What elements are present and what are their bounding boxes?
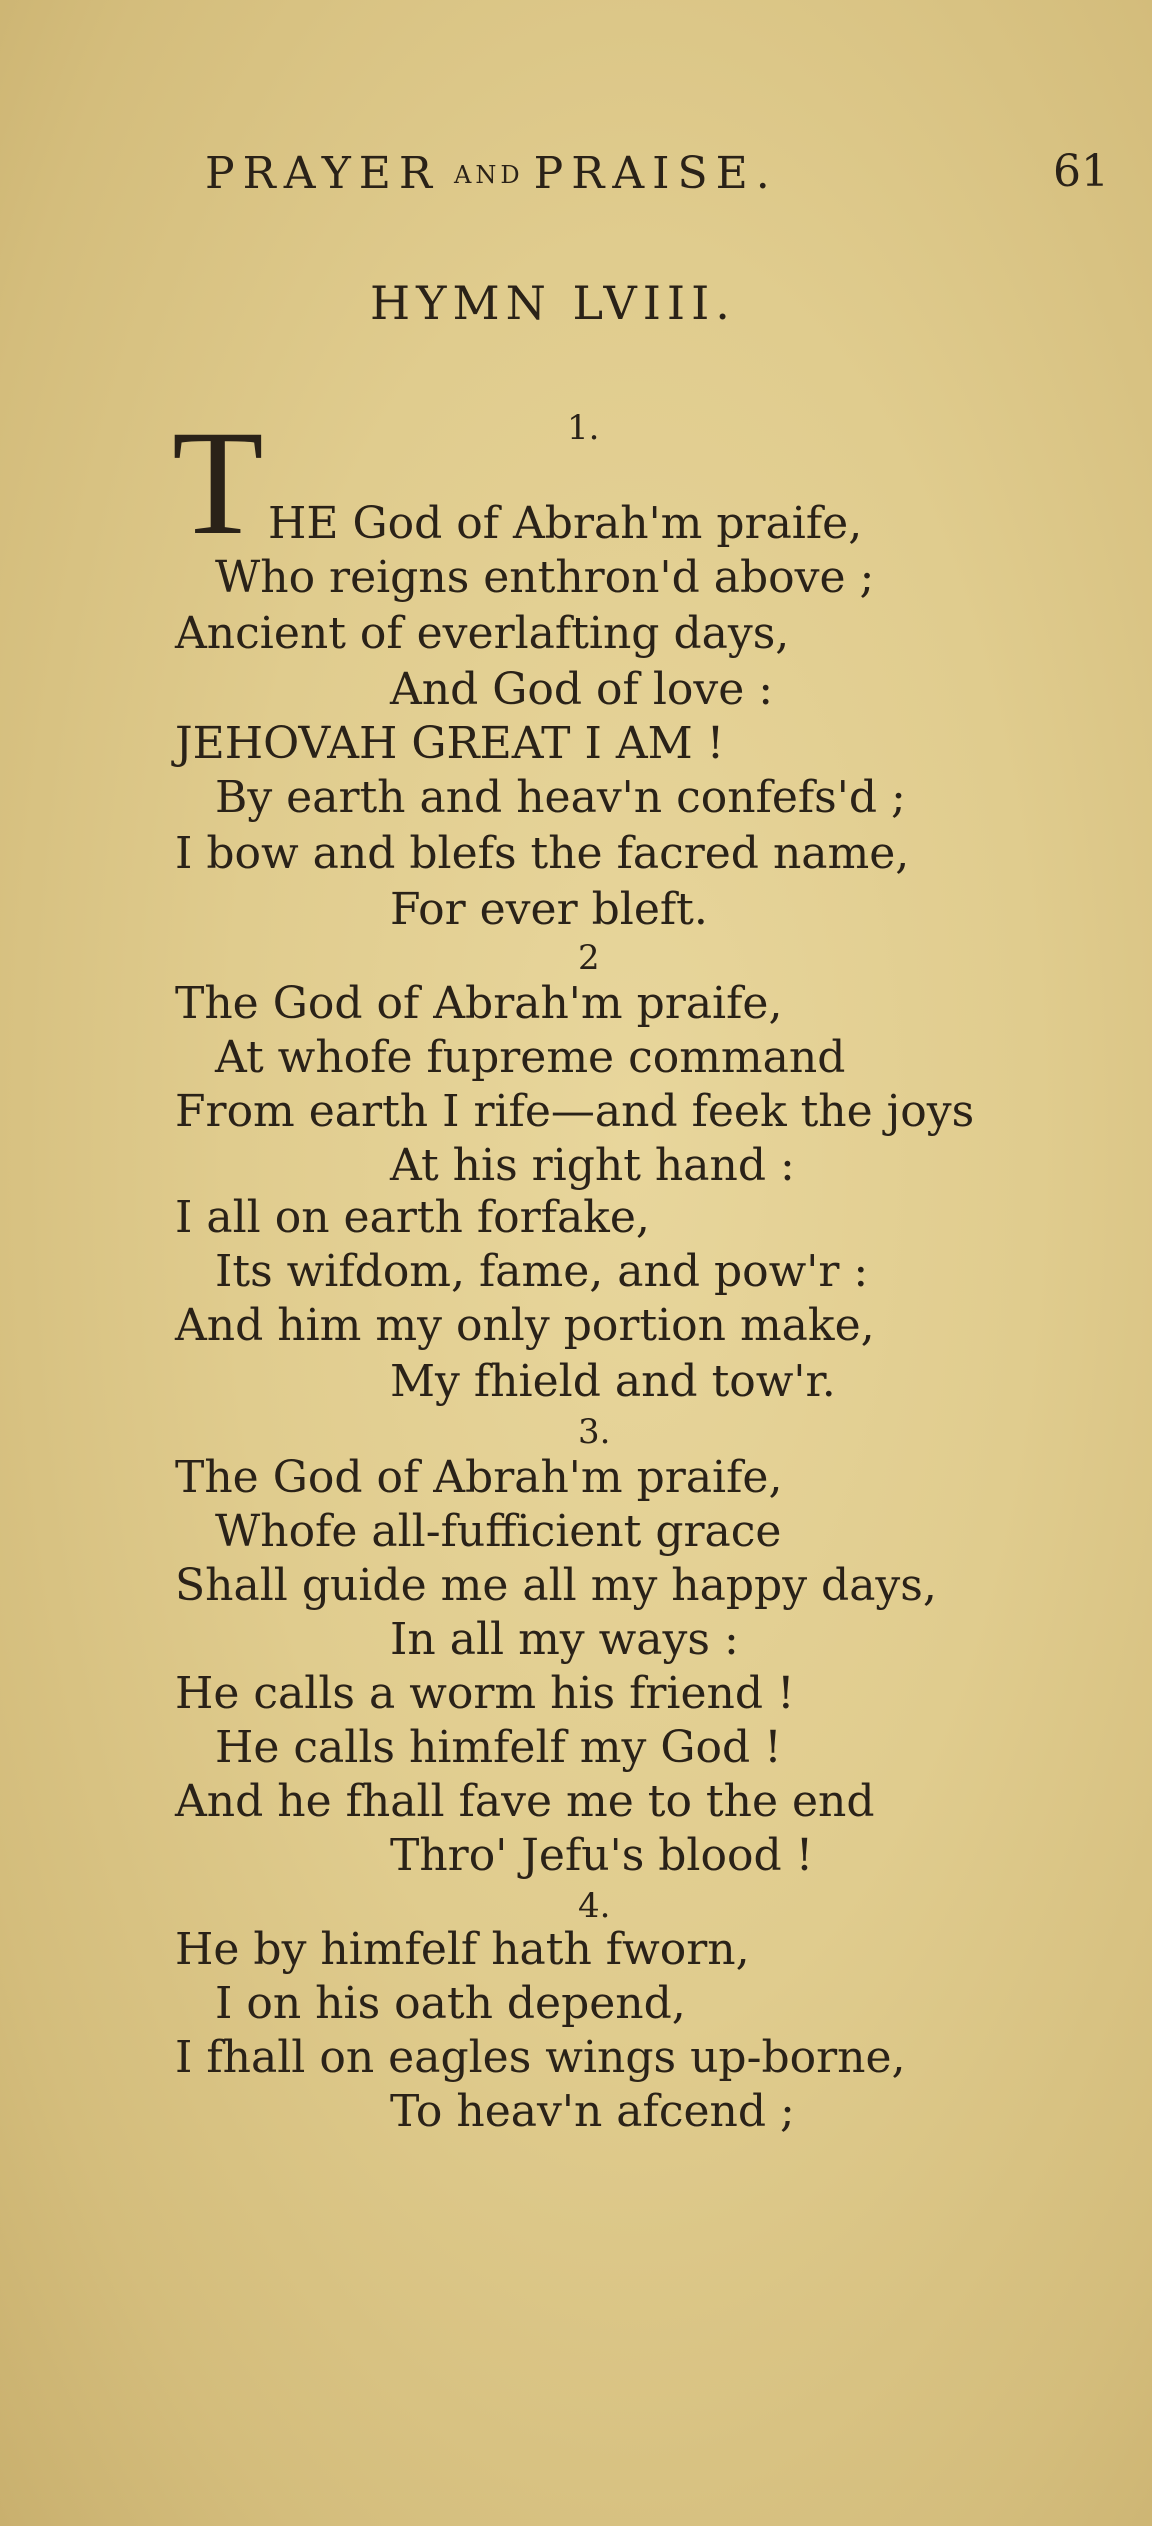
verse-line: Thro' Jefu's blood ! [390, 1830, 814, 1881]
verse-line: JEHOVAH GREAT I AM ! [175, 718, 725, 769]
verse-line: And God of love : [390, 664, 774, 715]
verse-line: In all my ways : [390, 1614, 739, 1665]
verse-line: At his right hand : [390, 1140, 795, 1191]
verse-line: He calls a worm his friend ! [175, 1668, 795, 1719]
drop-cap: T [172, 400, 264, 566]
verse-number: 2 [578, 938, 600, 978]
verse-line: And he fhall fave me to the end [175, 1776, 875, 1827]
verse-line: And him my only portion make, [175, 1300, 875, 1351]
verse-line: I on his oath depend, [215, 1978, 686, 2029]
verse-line: The God of Abrah'm praife, [175, 978, 783, 1029]
verse-line: I bow and blefs the facred name, [175, 828, 910, 879]
verse-line: By earth and heav'n confefs'd ; [215, 772, 906, 823]
hymn-title: HYMN LVIII. [370, 276, 736, 330]
verse-line: I fhall on eagles wings up-borne, [175, 2032, 906, 2083]
verse-line: At whofe fupreme command [215, 1032, 846, 1083]
verse-line: The God of Abrah'm praife, [175, 1452, 783, 1503]
verse-line: He calls himfelf my God ! [215, 1722, 782, 1773]
page-number: 61 [1053, 146, 1109, 197]
running-head-left: PRAYER [205, 148, 441, 199]
verse-line: To heav'n afcend ; [390, 2086, 795, 2137]
verse-number: 1. [567, 408, 600, 448]
verse-line: Whofe all-fufficient grace [215, 1506, 782, 1557]
verse-line: He by himfelf hath fworn, [175, 1924, 750, 1975]
verse-line: From earth I rife—and feek the joys [175, 1086, 975, 1137]
verse-line: I all on earth forfake, [175, 1192, 650, 1243]
verse-line: HE God of Abrah'm praife, [268, 498, 863, 549]
verse-line: Shall guide me all my happy days, [175, 1560, 937, 1611]
verse-line: Who reigns enthron'd above ; [215, 552, 875, 603]
verse-line: Its wifdom, fame, and pow'r : [215, 1246, 869, 1297]
verse-line: My fhield and tow'r. [390, 1356, 836, 1407]
running-head-and: AND [454, 161, 524, 189]
running-head [205, 148, 778, 199]
verse-line: For ever bleft. [390, 884, 708, 935]
verse-number: 3. [578, 1412, 611, 1452]
verse-number: 4. [578, 1886, 611, 1926]
verse-line: Ancient of everlafting days, [175, 608, 790, 659]
running-head-right: PRAISE. [533, 148, 778, 199]
